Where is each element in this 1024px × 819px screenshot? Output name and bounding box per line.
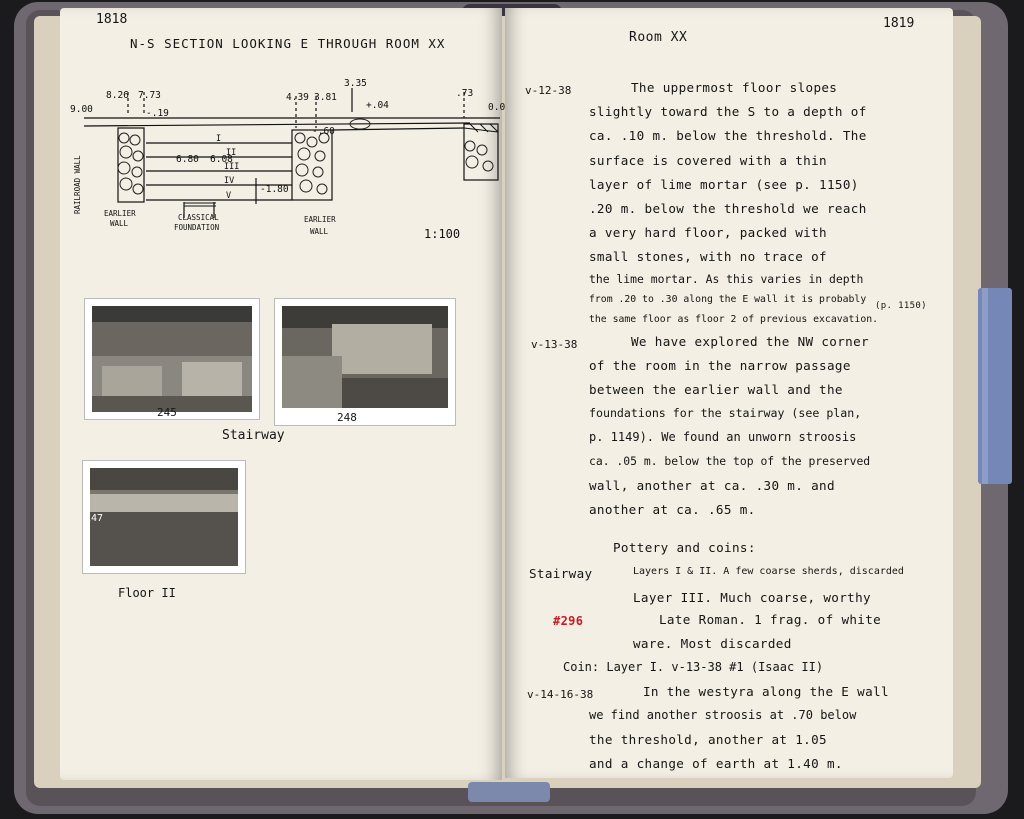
- earlier-wall-label: EARLIER: [104, 209, 136, 218]
- photo-number: 245: [157, 406, 177, 419]
- entry-line: layer of lime mortar (see p. 1150): [589, 177, 859, 192]
- entry-line: surface is covered with a thin: [589, 153, 827, 168]
- photo-image: [90, 468, 238, 566]
- right-page: [505, 8, 953, 778]
- railroad-wall-label: RAILROAD WALL: [73, 155, 82, 214]
- elevation-label: 6.08: [210, 154, 233, 165]
- section-title: N-S SECTION LOOKING E THROUGH ROOM XX: [130, 36, 446, 51]
- section-drawing: [60, 68, 506, 248]
- photo-image: [92, 306, 252, 412]
- entry-line: the lime mortar. As this varies in depth: [589, 272, 864, 286]
- entry-line: the same floor as floor 2 of previous excavation.: [589, 314, 879, 325]
- entry-line: between the earlier wall and the: [589, 382, 843, 397]
- photo-caption-floor: Floor II: [118, 586, 176, 600]
- entry-line: slightly toward the S to a depth of: [589, 104, 867, 119]
- elevation-label: -.60: [312, 126, 335, 137]
- layer-label: V: [226, 191, 232, 201]
- entry-date: v-14-16-38: [527, 688, 594, 701]
- left-page-number: 1818: [96, 12, 128, 27]
- entry-line: a very hard floor, packed with: [589, 225, 827, 240]
- elevation-label: 0.0: [488, 102, 506, 113]
- entry-line: foundations for the stairway (see plan,: [589, 406, 862, 420]
- bookmark-ribbon: [978, 288, 1012, 484]
- bookmark-ribbon-bottom: [468, 782, 550, 802]
- elevation-label: 3.35: [344, 78, 367, 89]
- room-heading: Room XX: [629, 30, 688, 45]
- right-page-number: 1819: [883, 16, 915, 31]
- entry-line: ware. Most discarded: [633, 636, 792, 651]
- photo-247: [82, 460, 246, 574]
- photo-number: 248: [337, 411, 357, 424]
- elevation-label: 8.26: [106, 90, 129, 101]
- entry-line: small stones, with no trace of: [589, 249, 827, 264]
- layer-label: II: [226, 148, 237, 158]
- earlier-wall-label: WALL: [110, 219, 129, 228]
- earlier-wall-label: EARLIER: [304, 215, 336, 224]
- entry-line: Layers I & II. A few coarse sherds, discarded: [633, 566, 904, 577]
- entry-line: from .20 to .30 along the E wall it is probably: [589, 294, 867, 305]
- classical-foundation-label: FOUNDATION: [174, 223, 220, 232]
- layer-label: III: [224, 162, 240, 172]
- entry-line: of the room in the narrow passage: [589, 358, 851, 373]
- entry-line: we find another stroosis at .70 below: [589, 708, 857, 722]
- photo-number: 247: [85, 513, 104, 524]
- entry-date: v-12-38: [525, 84, 572, 97]
- left-page: [60, 8, 506, 780]
- elevation-label: 6.80: [176, 154, 199, 165]
- elevation-label: 3.81: [314, 92, 337, 103]
- entry-line: Layer III. Much coarse, worthy: [633, 590, 871, 605]
- classical-foundation-label: CLASSICAL: [178, 213, 219, 222]
- entry-line: .20 m. below the threshold we reach: [589, 201, 867, 216]
- entry-line: Coin: Layer I. v-13-38 #1 (Isaac II): [563, 660, 824, 674]
- photo-caption-stairway: Stairway: [222, 428, 285, 443]
- scale-label: 1:100: [424, 227, 461, 241]
- entry-date: v-13-38: [531, 338, 578, 351]
- elevation-label: 9.00: [70, 104, 93, 115]
- entry-line: The uppermost floor slopes: [631, 80, 838, 95]
- entry-line: In the westyra along the E wall: [643, 684, 889, 699]
- photo-248: [274, 298, 456, 426]
- elevation-label: .73: [456, 88, 474, 99]
- photo-245: [84, 298, 260, 420]
- photo-image: [282, 306, 448, 408]
- entry-note: (p. 1150): [875, 301, 927, 311]
- layer-label: I: [216, 134, 222, 144]
- entry-line: Late Roman. 1 frag. of white: [659, 612, 882, 627]
- elevation-label: -1.80: [260, 184, 289, 195]
- entry-line: p. 1149). We found an unworn stroosis: [589, 430, 857, 444]
- entry-line: ca. .10 m. below the threshold. The: [589, 128, 867, 143]
- entry-line: wall, another at ca. .30 m. and: [589, 478, 835, 493]
- entry-line: the threshold, another at 1.05: [589, 732, 827, 747]
- elevation-label: 4.39: [286, 92, 309, 103]
- catalog-marker: #296: [553, 614, 584, 628]
- entry-line: and a change of earth at 1.40 m.: [589, 756, 843, 771]
- elevation-label: -.19: [146, 108, 169, 119]
- entry-line: We have explored the NW corner: [631, 334, 869, 349]
- layer-label: IV: [224, 176, 235, 186]
- pottery-heading: Pottery and coins:: [613, 540, 756, 555]
- entry-line: another at ca. .65 m.: [589, 502, 756, 517]
- elevation-label: 7.73: [138, 90, 161, 101]
- stairway-label: Stairway: [529, 566, 593, 581]
- earlier-wall-label: WALL: [310, 227, 329, 236]
- entry-line: ca. .05 m. below the top of the preserved: [589, 454, 871, 468]
- elevation-label: +.04: [366, 100, 389, 111]
